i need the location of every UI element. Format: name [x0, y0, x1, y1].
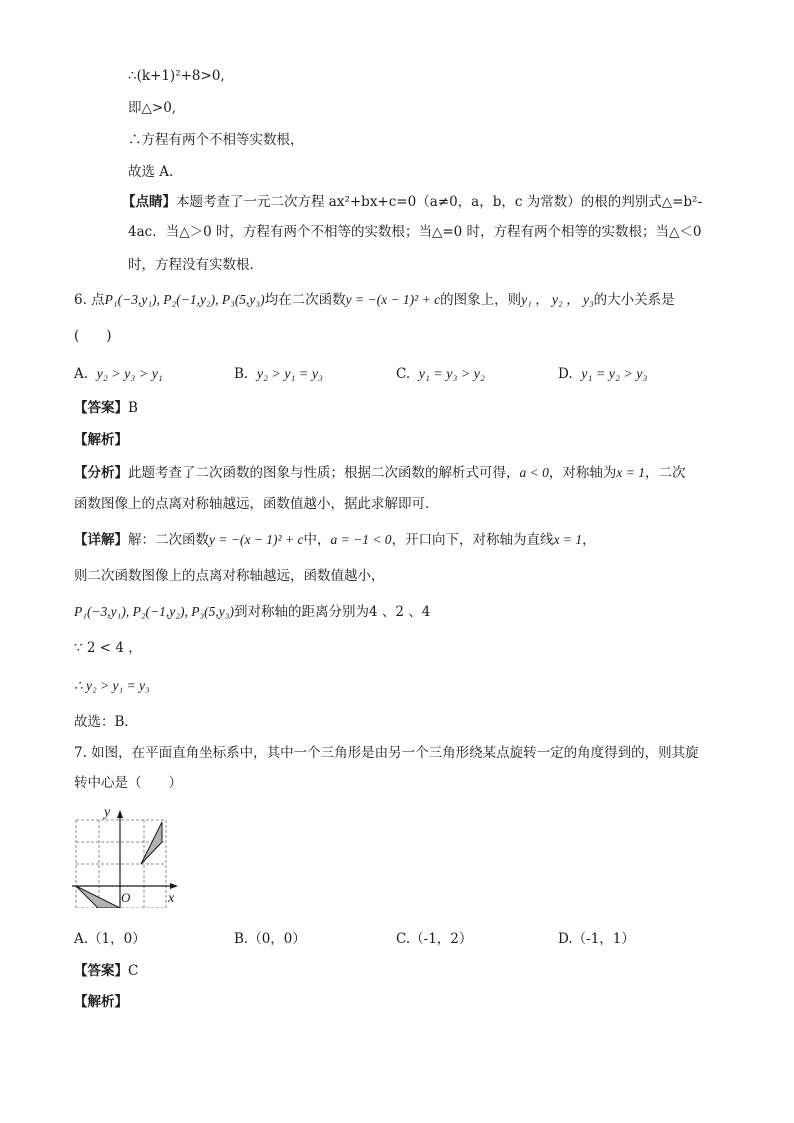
- q6-option-letter: C.: [396, 366, 411, 382]
- q6-points: P₁(−3,y₁), P₂(−1,y₂), P₃(5,y₃): [104, 292, 265, 307]
- q7-option-letter: A.: [74, 931, 89, 947]
- xiangjie-text: 到对称轴的距离分别为4 、2 、4: [233, 604, 431, 620]
- q6-paren: ( ): [74, 328, 112, 344]
- prev-line-2: 即△>0,: [128, 100, 177, 116]
- q7-option-b: [234, 929, 306, 949]
- q6-option-a: [74, 364, 163, 385]
- fenxi-text: ，对称轴为: [548, 465, 617, 481]
- q7-option-text: （1，0）: [88, 931, 146, 947]
- answer-value: B: [128, 400, 138, 416]
- q7-stem-line-2: 转中心是（ ）: [74, 775, 182, 791]
- q6-xiangjie-line-5: ∴ y₂ > y₁ = y₃: [74, 678, 150, 693]
- fenxi-math: a < 0: [519, 465, 549, 480]
- q6-stem-line-1: [74, 290, 675, 310]
- q7-stem-line-1: 7. 如图，在平面直角坐标系中，其中一个三角形是由另一个三角形绕某点旋转一定的角度得到的，则其旋: [74, 745, 699, 761]
- q6-fenxi-line-1: [74, 463, 685, 483]
- dianjing-line-3: 时，方程没有实数根．: [128, 257, 263, 273]
- prev-line-1: ∴(k+1)²+8>0,: [128, 68, 225, 84]
- xiangjie-text: 中，: [303, 532, 331, 548]
- y-axis-arrow: [117, 810, 123, 818]
- q6-stem-mid: 均在二次函数: [264, 292, 346, 308]
- q7-option-text: （-1，2）: [410, 931, 473, 947]
- fenxi-math: x = 1: [616, 465, 645, 480]
- origin-label: O: [121, 890, 131, 905]
- prev-line-3: ∴方程有两个不相等实数根，: [128, 132, 304, 148]
- q6-option-d: [558, 364, 647, 385]
- q7-option-text: （0，0）: [248, 931, 306, 947]
- xiangjie-tag: 【详解】: [74, 532, 128, 548]
- q6-option-b: [234, 364, 323, 385]
- q7-option-letter: D.: [558, 931, 573, 947]
- q7-analysis-tag: 【解析】: [74, 994, 128, 1010]
- q6-xiangjie-line-3: [74, 602, 430, 622]
- q6-fenxi-line-2: 函数图像上的点离对称轴越远，函数值越小，据此求解即可．: [74, 496, 439, 512]
- triangle-lower: [76, 886, 120, 908]
- q6-option-letter: A.: [74, 366, 89, 382]
- q6-vars: y₁ ， y₂ ， y₃: [521, 292, 594, 307]
- xiangjie-math: x = 1: [553, 532, 583, 547]
- xiangjie-text: ，: [582, 532, 596, 548]
- xiangjie-math: y = −(x − 1)² + c: [209, 532, 304, 547]
- q6-option-text: y₂ > y₁ = y₃: [256, 367, 323, 382]
- q6-option-text: y₂ > y₃ > y₁: [96, 367, 163, 382]
- prev-line-4: 故选 A.: [128, 164, 174, 180]
- dianjing-line-2: 4ac．当△＞0 时，方程有两个不相等的实数根；当△=0 时，方程有两个相等的实数根；当△＜0: [128, 224, 702, 240]
- fenxi-text: 此题考查了二次函数的图象与性质；根据二次函数的解析式可得，: [128, 465, 520, 481]
- x-axis-label: x: [168, 891, 175, 906]
- q6-number: 6. 点: [74, 292, 105, 308]
- q6-xiangjie-line-6: 故选：B．: [74, 714, 138, 730]
- xiangjie-points: P₁(−3,y₁), P₂(−1,y₂), P₃(5,y₃): [74, 604, 234, 619]
- xiangjie-math: a = −1 < 0: [330, 532, 392, 547]
- q7-option-c: [396, 929, 472, 949]
- fenxi-text: ，二次: [644, 465, 686, 481]
- q6-xiangjie-line-2: 则二次函数图像上的点离对称轴越远，函数值越小，: [74, 568, 385, 584]
- q6-option-text: y₁ = y₃ > y₂: [418, 367, 485, 382]
- q6-option-c: [396, 364, 485, 385]
- q7-option-d: [558, 929, 635, 949]
- q7-answer: [74, 961, 138, 981]
- answer-value: C: [128, 963, 139, 979]
- dianjing-text-1: 本题考查了一元二次方程 ax²+bx+c=0（a≠0，a，b，c 为常数）的根的判别式△=b²-: [176, 194, 703, 210]
- q7-option-a: [74, 929, 146, 949]
- q7-option-text: （-1，1）: [572, 931, 635, 947]
- q6-option-letter: D.: [558, 366, 573, 382]
- q6-xiangjie-line-1: [74, 530, 596, 550]
- q7-option-letter: B.: [234, 931, 249, 947]
- q6-xiangjie-line-4: ∵ 2 < 4 ，: [74, 640, 142, 656]
- q6-option-text: y₁ = y₂ > y₃: [581, 367, 648, 382]
- x-axis-arrow: [170, 883, 178, 889]
- xiangjie-text: 解：二次函数: [128, 532, 209, 548]
- q6-function: y = −(x − 1)² + c: [345, 292, 441, 307]
- q6-option-letter: B.: [234, 366, 249, 382]
- fenxi-tag: 【分析】: [74, 465, 128, 481]
- dianjing-tag: 【点睛】: [122, 194, 176, 210]
- answer-tag: 【答案】: [74, 400, 128, 416]
- dianjing-line-1: [122, 192, 702, 212]
- q6-stem-tail: 的图象上，则: [440, 292, 522, 308]
- q7-option-letter: C.: [396, 931, 411, 947]
- q6-stem-tail-2: 的大小关系是: [593, 292, 675, 308]
- xiangjie-text: ，开口向下，对称轴为直线: [391, 532, 554, 548]
- q6-answer: [74, 398, 138, 418]
- q6-analysis-tag: 【解析】: [74, 432, 128, 448]
- answer-tag: 【答案】: [74, 963, 128, 979]
- q7-coordinate-figure: [72, 804, 184, 908]
- y-axis-label: y: [104, 805, 111, 820]
